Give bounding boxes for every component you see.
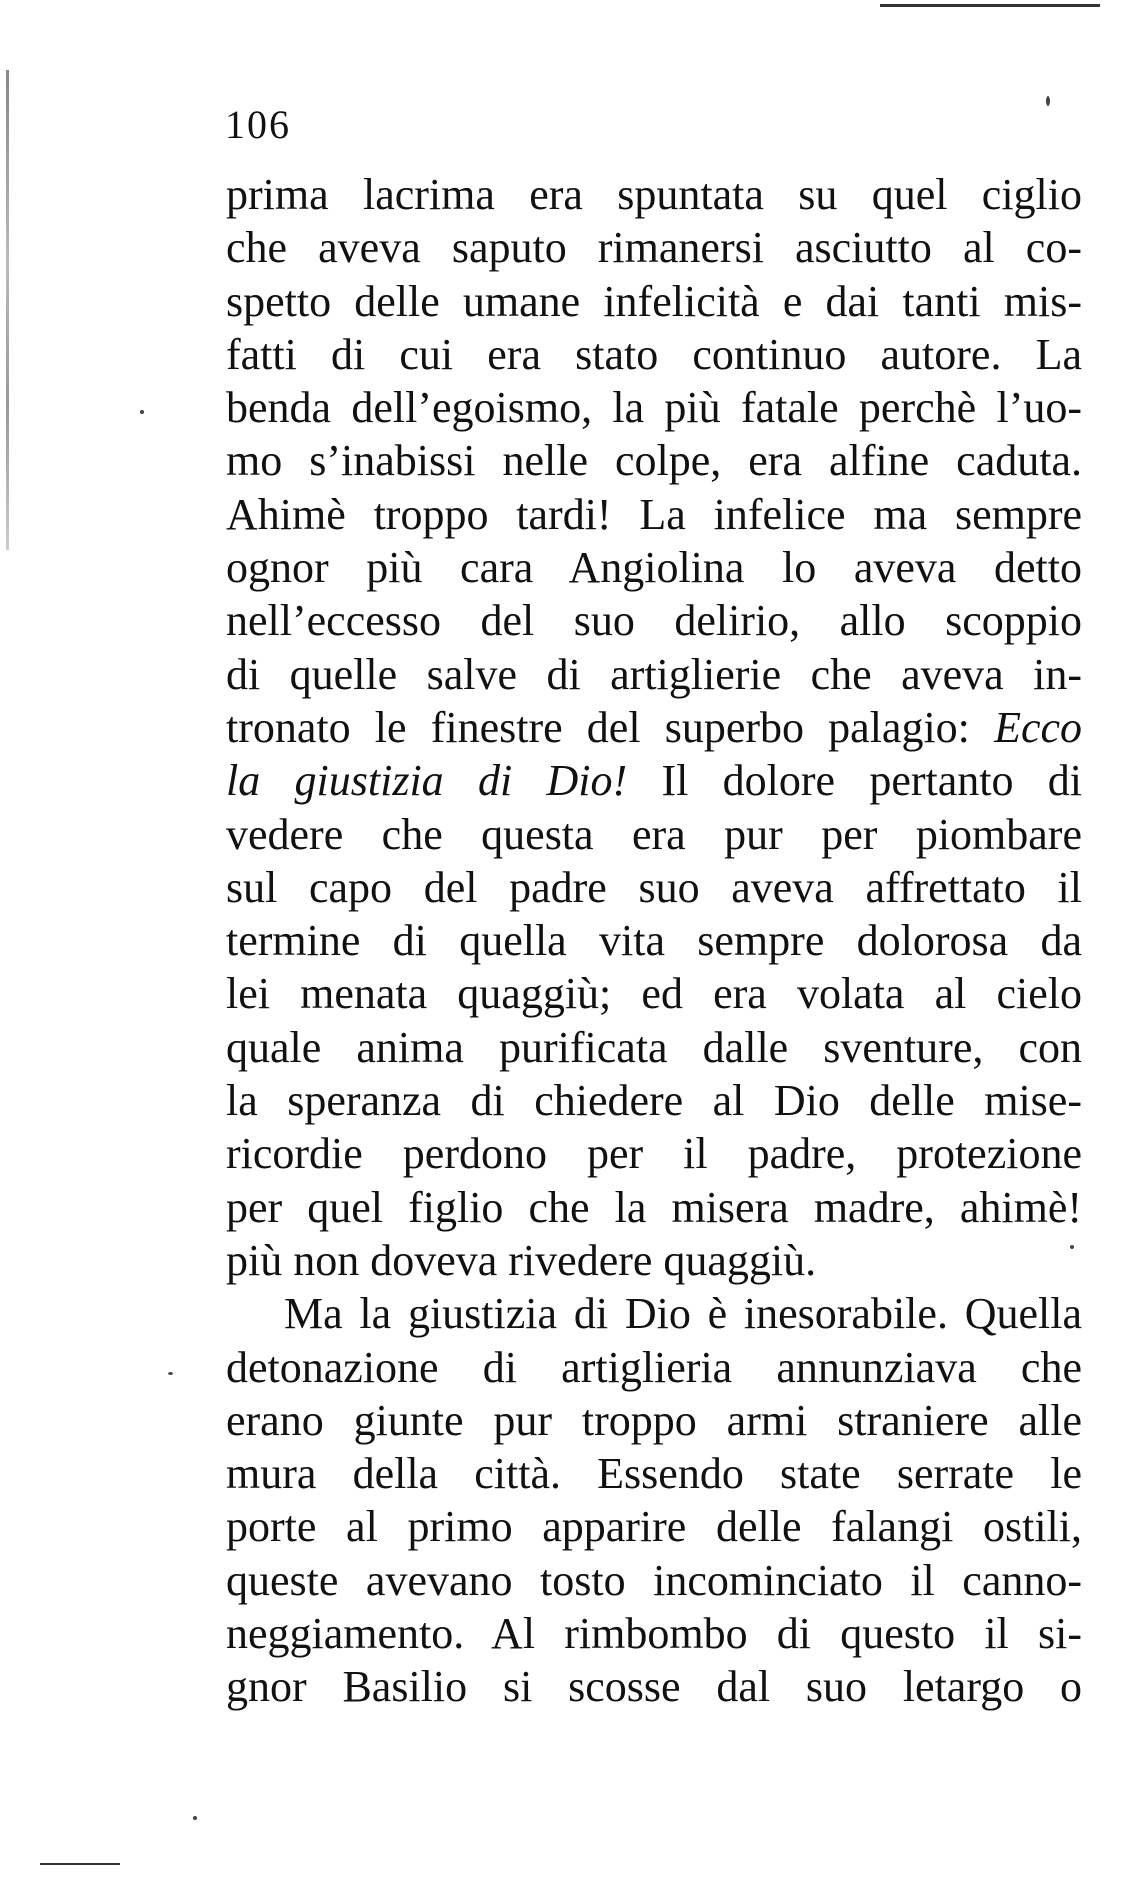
text-line: Ahimè troppo tardi! La infelice ma sempre xyxy=(226,489,1082,539)
paragraph-start-line: Ma la giustizia di Dio è inesorabile. Quella xyxy=(284,1289,1082,1339)
text-line: fatti di cui era stato continuo autore. La xyxy=(226,329,1082,379)
bottom-rule xyxy=(40,1863,120,1865)
text-line: la giustizia di Dio! Il dolore pertanto di xyxy=(226,756,1082,806)
text-line: porte al primo apparire delle falangi ostili, xyxy=(226,1502,1082,1552)
text-line: tronato le finestre del superbo palagio: Ecco xyxy=(226,702,1082,752)
text-line: spetto delle umane infelicità e dai tanti mis- xyxy=(226,276,1082,326)
paragraph-end-line: più non doveva rivedere quaggiù. xyxy=(226,1235,817,1285)
ink-speck xyxy=(140,410,144,414)
text-line: per quel figlio che la misera madre, ahimè! xyxy=(226,1182,1082,1232)
text-line: gnor Basilio si scosse dal suo letargo o xyxy=(226,1662,1082,1712)
text-line: neggiamento. Al rimbombo di questo il si- xyxy=(226,1609,1082,1659)
italic-text: la giustizia di Dio! xyxy=(226,756,628,806)
text-line: sul capo del padre suo aveva affrettato il xyxy=(226,862,1082,912)
text-line: nell’eccesso del suo delirio, allo scoppio xyxy=(226,596,1082,646)
text-line: che aveva saputo rimanersi asciutto al co- xyxy=(226,223,1082,273)
text-line: ricordie perdono per il padre, protezione xyxy=(226,1129,1082,1179)
text-line: termine di quella vita sempre dolorosa da xyxy=(226,916,1082,966)
page-edge-shadow xyxy=(6,70,9,550)
text-line: di quelle salve di artiglierie che aveva in- xyxy=(226,649,1082,699)
text-line: erano giunte pur troppo armi straniere alle xyxy=(226,1395,1082,1445)
body-text xyxy=(226,168,1082,1714)
text-line: quale anima purificata dalle sventure, con xyxy=(226,1022,1082,1072)
text-line: lei menata quaggiù; ed era volata al cielo xyxy=(226,969,1082,1019)
text-line: queste avevano tosto incominciato il canno- xyxy=(226,1555,1082,1605)
text-line: prima lacrima era spuntata su quel ciglio xyxy=(226,170,1082,219)
text-line: mo s’inabissi nelle colpe, era alfine caduta. xyxy=(226,436,1082,486)
top-rule xyxy=(880,4,1100,7)
page-number: 106 xyxy=(225,102,291,147)
text-line: ognor più cara Angiolina lo aveva detto xyxy=(226,543,1082,593)
text-line: la speranza di chiedere al Dio delle mise- xyxy=(226,1076,1082,1126)
text-line: benda dell’egoismo, la più fatale perchè l’uo- xyxy=(226,383,1082,433)
text-line: vedere che questa era pur per piombare xyxy=(226,809,1082,859)
ink-speck xyxy=(193,1816,197,1820)
text-line: detonazione di artiglieria annunziava che xyxy=(226,1342,1082,1392)
ink-speck xyxy=(168,1372,173,1375)
italic-text: Ecco xyxy=(994,702,1082,752)
ink-speck xyxy=(1046,96,1050,106)
text-line: mura della città. Essendo state serrate le xyxy=(226,1449,1082,1499)
